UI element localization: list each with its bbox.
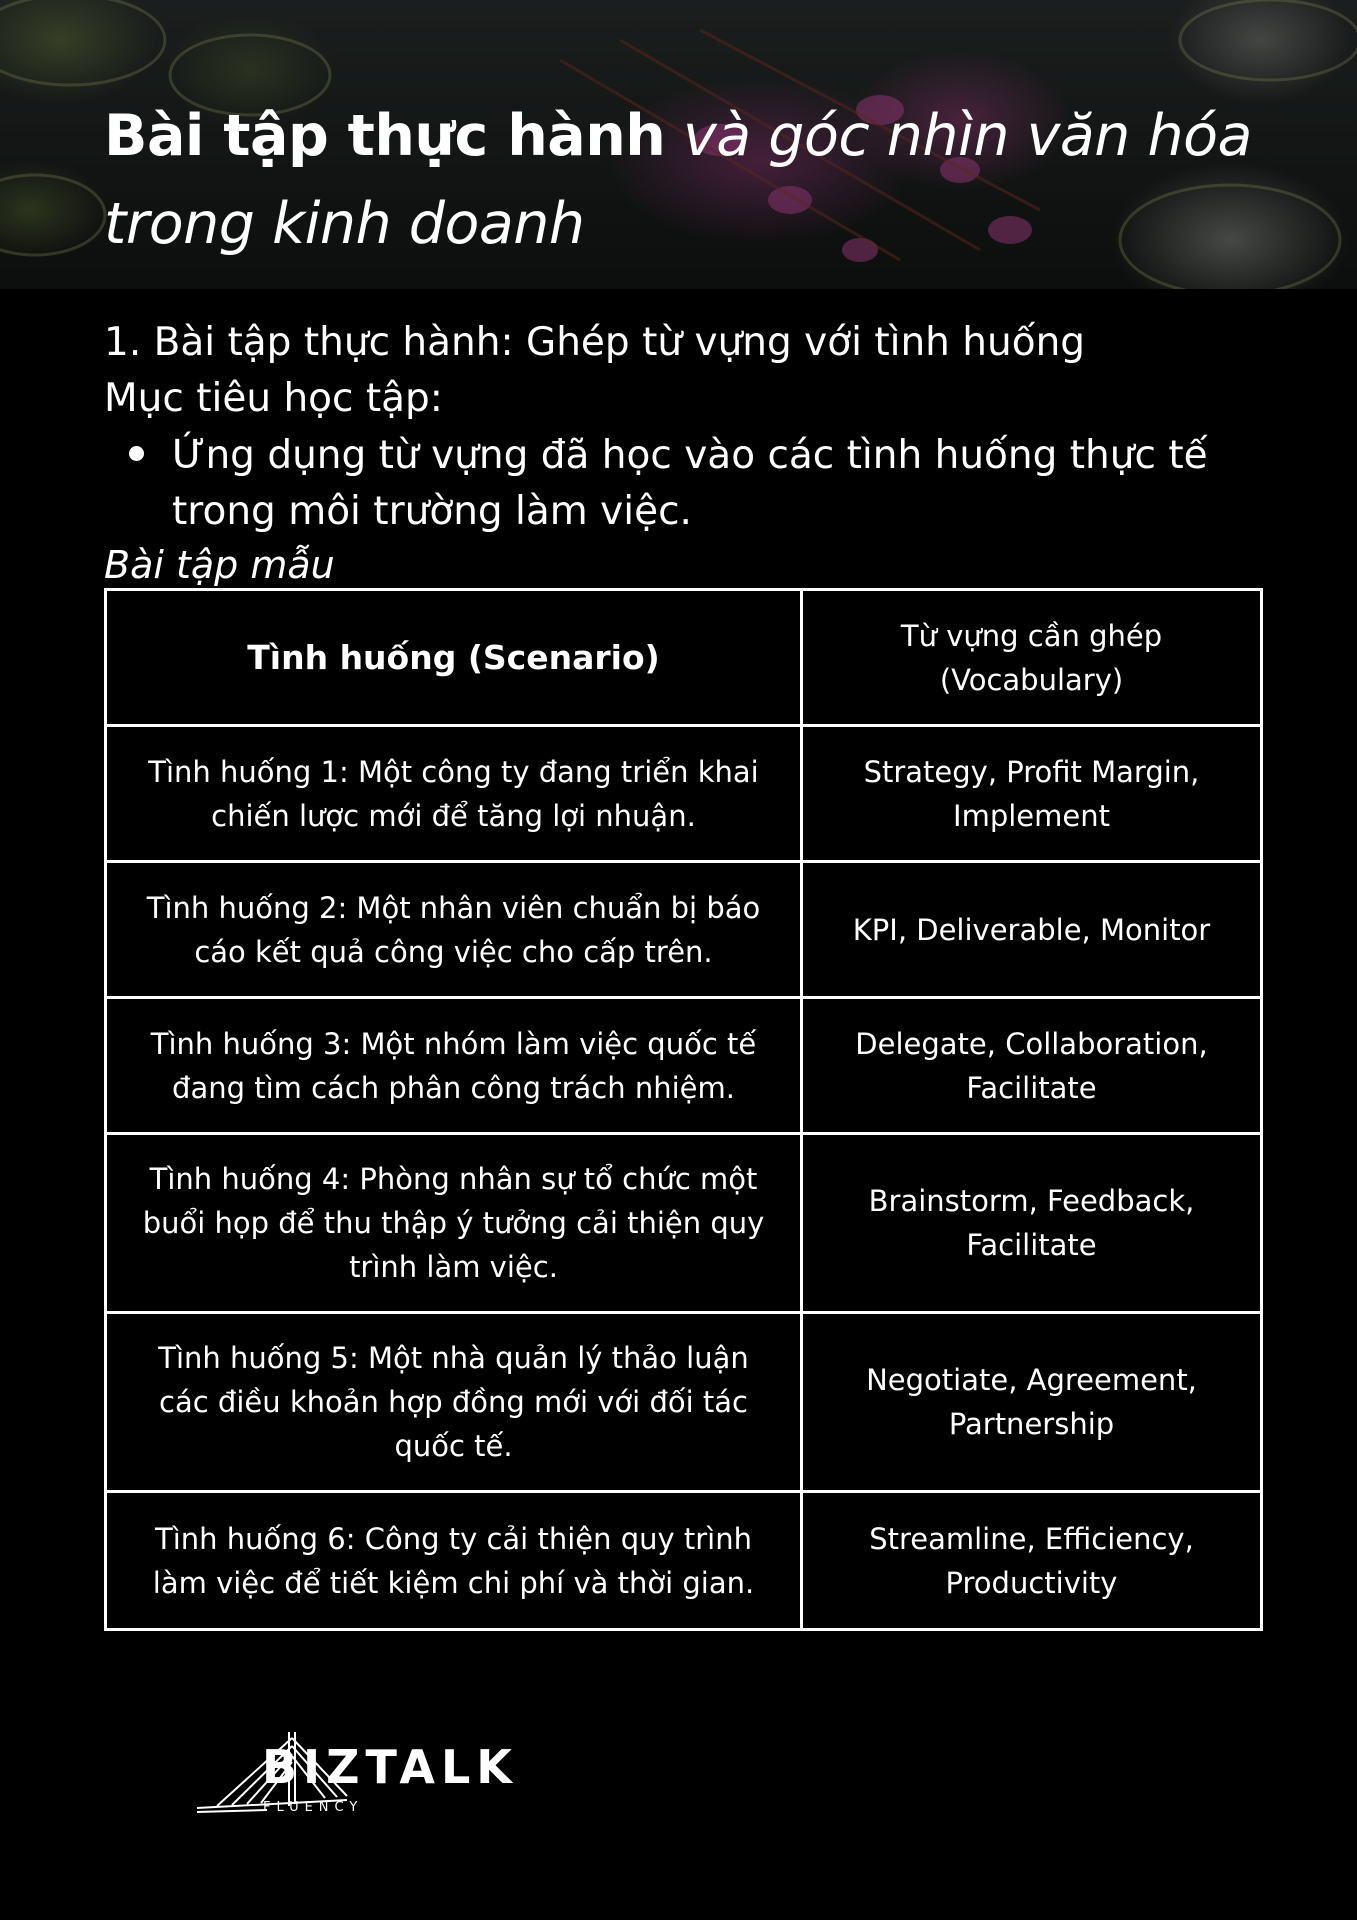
scenario-cell: Tình huống 4: Phòng nhân sự tổ chức một buổi họp để thu thập ý tưởng cải thiện quy trình làm việc. [106,1134,802,1313]
page-title [104,92,1284,268]
title-italic-part-1: và góc nhìn văn hóa [665,103,1252,169]
table-row [106,1492,1262,1630]
title-bold-part: Bài tập thực hành [104,103,666,169]
vocab-cell: KPI, Deliverable, Monitor [802,862,1262,998]
table-row [106,998,1262,1134]
table-header-row [106,590,1262,726]
brand-tagline: FLUENCY [263,1800,364,1815]
vocab-cell: Streamline, Efficiency, Productivity [802,1492,1262,1630]
section-heading: 1. Bài tập thực hành: Ghép từ vựng với tình huống [104,320,1086,365]
goal-bullet: Ứng dụng từ vựng đã học vào các tình huống thực tế trong môi trường làm việc. [172,433,1208,534]
header-scenario: Tình huống (Scenario) [106,590,802,726]
scenario-cell: Tình huống 2: Một nhân viên chuẩn bị báo cáo kết quả công việc cho cấp trên. [106,862,802,998]
scenario-cell: Tình huống 3: Một nhóm làm việc quốc tế đang tìm cách phân công trách nhiệm. [106,998,802,1134]
sample-label: Bài tập mẫu [104,543,335,587]
brand-name: BIZTALK [262,1740,518,1794]
table-row [106,1134,1262,1313]
vocab-cell: Strategy, Profit Margin, Implement [802,726,1262,862]
vocab-cell: Negotiate, Agreement, Partnership [802,1313,1262,1492]
vocabulary-table [104,588,1263,1631]
table-row [106,862,1262,998]
goal-label: Mục tiêu học tập: [104,376,443,421]
table-row [106,726,1262,862]
vocab-cell: Brainstorm, Feedback, Facilitate [802,1134,1262,1313]
bullet-icon [129,446,144,461]
table-row [106,1313,1262,1492]
scenario-cell: Tình huống 5: Một nhà quản lý thảo luận các điều khoản hợp đồng mới với đối tác quốc tế. [106,1313,802,1492]
header-banner [0,0,1357,289]
scenario-cell: Tình huống 1: Một công ty đang triển khai chiến lược mới để tăng lợi nhuận. [106,726,802,862]
title-italic-part-2: trong kinh doanh [104,191,585,257]
scenario-cell: Tình huống 6: Công ty cải thiện quy trình làm việc để tiết kiệm chi phí và thời gian. [106,1492,802,1630]
header-vocabulary: Từ vựng cần ghép (Vocabulary) [802,590,1262,726]
vocab-cell: Delegate, Collaboration, Facilitate [802,998,1262,1134]
